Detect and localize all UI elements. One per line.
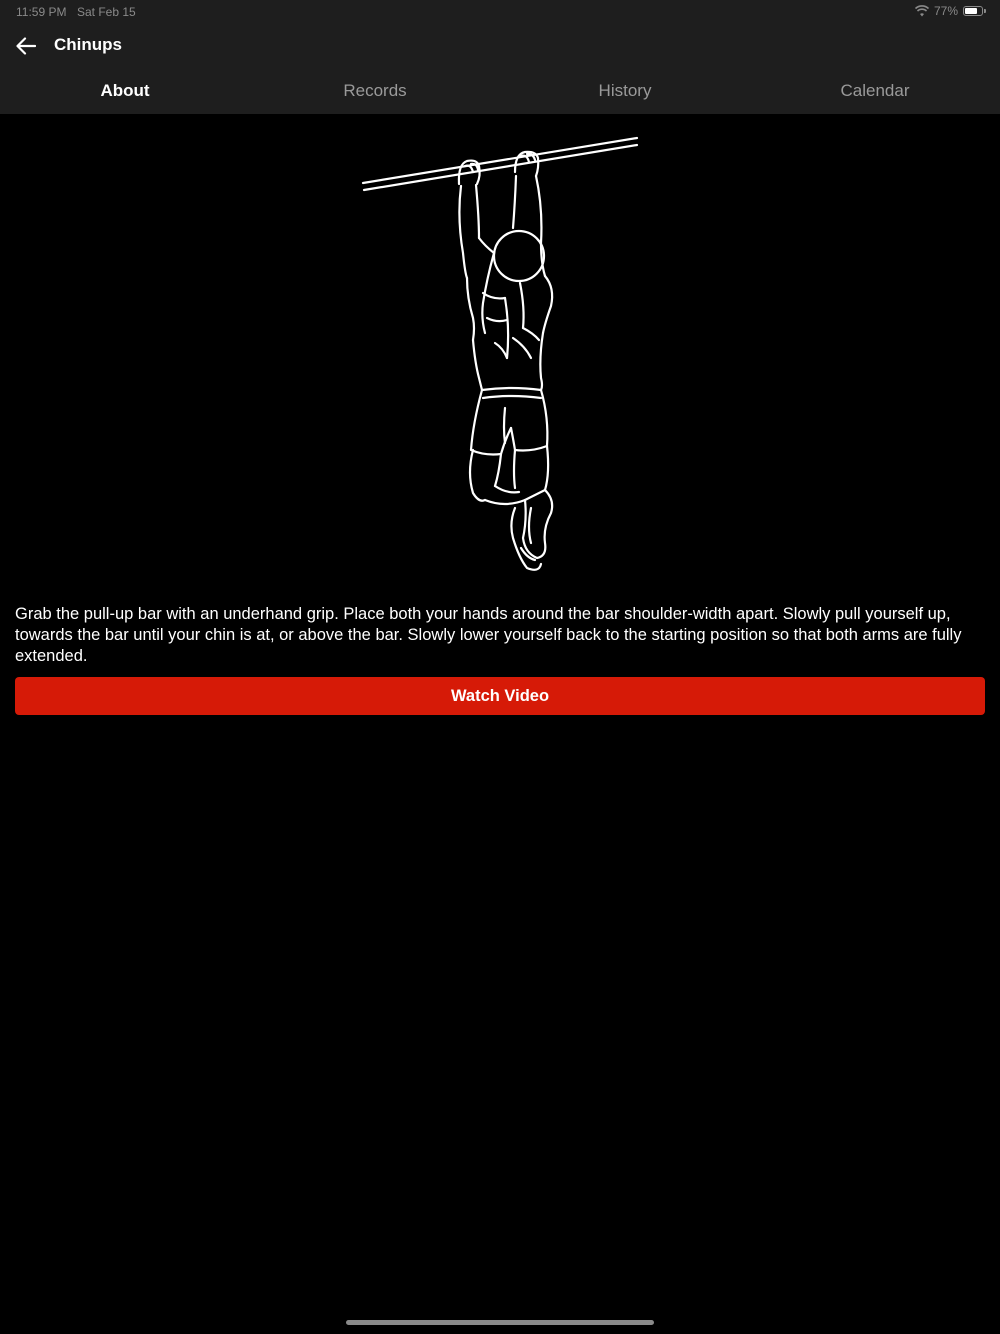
wifi-icon	[915, 5, 929, 17]
tab-history[interactable]: History	[598, 81, 652, 100]
page-title: Chinups	[54, 35, 122, 54]
status-date: Sat Feb 15	[77, 5, 136, 19]
tab-records[interactable]: Records	[343, 81, 407, 100]
battery-fill	[965, 8, 977, 14]
status-indicators	[915, 4, 986, 18]
tab-calendar[interactable]: Calendar	[840, 81, 910, 100]
watch-video-button[interactable]: Watch Video	[15, 677, 985, 715]
tab-about[interactable]: About	[100, 81, 150, 100]
tab-bar	[0, 68, 1000, 114]
battery-percent: 77%	[933, 4, 958, 18]
home-indicator[interactable]	[346, 1320, 654, 1325]
arrow-left-icon	[16, 37, 36, 55]
exercise-description: Grab the pull-up bar with an underhand grip. Place both your hands around the bar shoulder-width apart. Slowly pull yourself up, towards the bar until your chin is at, or above the bar. Slowly lower yourself back to the starting position so that both arms are fully extended.	[15, 605, 962, 665]
nav-bar	[0, 24, 1000, 68]
back-button[interactable]	[10, 30, 42, 62]
chinup-figure-illustration	[355, 128, 645, 578]
battery-icon	[963, 6, 986, 16]
status-bar	[0, 0, 1000, 24]
status-time: 11:59 PM	[16, 5, 67, 19]
